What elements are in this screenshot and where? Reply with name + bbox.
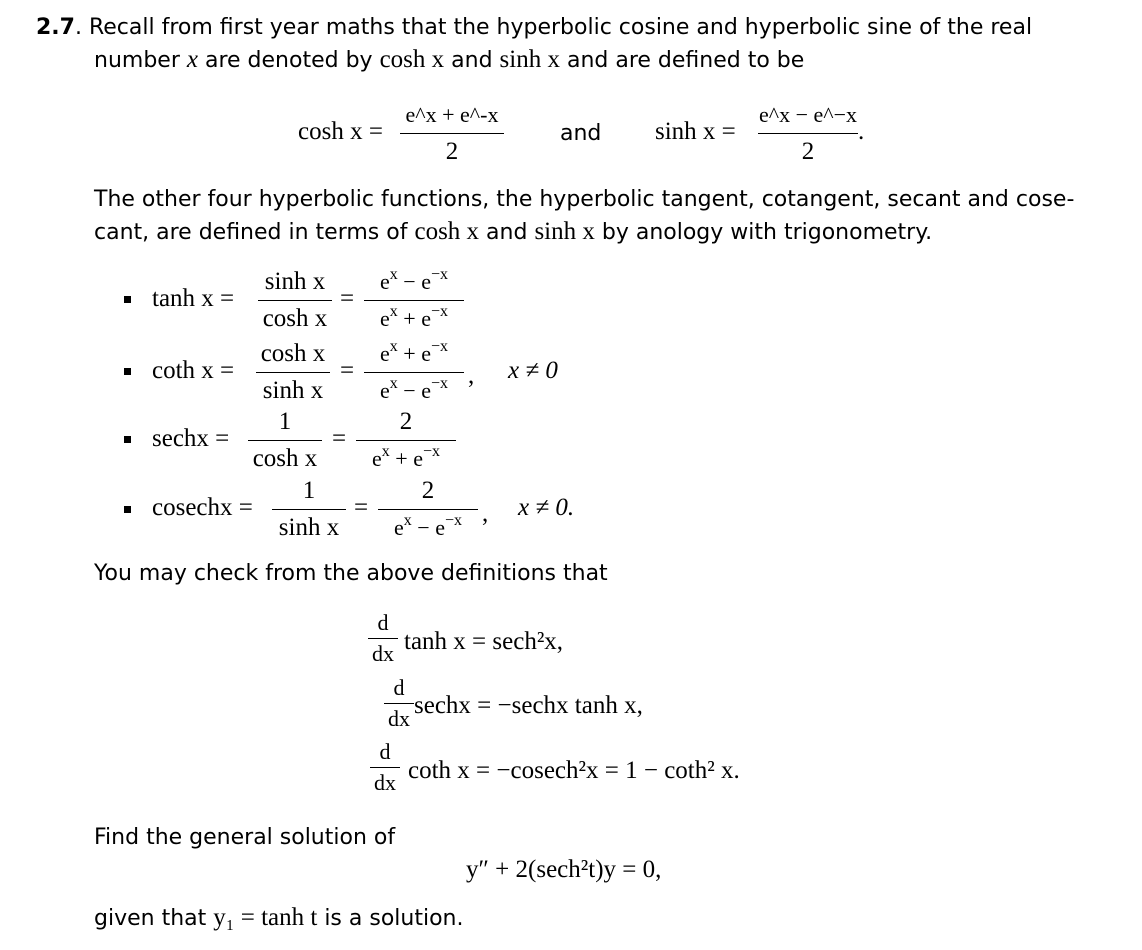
intro-line-1: . Recall from first year maths that the hyperbolic cosine and hyperbolic sine of the real [74,15,1033,40]
equals-sign: = [340,357,355,384]
sinh-definition-lhs: sinh x = [655,118,736,145]
cosh-x-inline: cosh x [379,46,445,73]
intro-line-2: number x are denoted by cosh x and sinh x and are defined to be [94,46,805,73]
sinh-denominator: 2 [801,138,815,166]
coth-lhs: coth x = [152,357,235,384]
paragraph-2-line-2: cant, are defined in terms of cosh x and sinh x by anology with trigonometry. [94,218,933,245]
cosech-frac-2: 2 $e^x - e^{-x}$ [378,476,478,543]
paragraph-5: given that y₁ = tanh t is a solution. [94,904,464,931]
bullet-cosech [124,506,131,513]
derivative-coth: coth x = −cosech²x = 1 − coth² x. [408,757,740,784]
equals-sign: = [340,285,355,312]
equals-sign: = [354,494,369,521]
sinh-numerator: e^x − e^−x [759,102,857,127]
paragraph-3: You may check from the above definitions that [94,561,608,586]
cosh-denominator: 2 [445,138,459,166]
sech-frac-1: 1 cosh x [248,407,322,474]
d-dx-3: d dx [370,740,400,795]
coth-frac-1: cosh x sinh x [256,339,330,406]
derivative-tanh: tanh x = sech²x, [404,628,564,655]
coth-frac-2: $e^x + e^{-x}$ $e^x - e^{-x}$ [364,339,464,406]
bullet-coth [124,368,131,375]
comma: , [468,362,475,389]
bullet-sech [124,436,131,443]
and-word: and [560,121,602,146]
sinh-definition-fraction [758,100,858,167]
derivative-sech: sechx = −sechx tanh x, [414,692,643,719]
tanh-frac-1: sinh x cosh x [258,267,332,334]
ode-equation: y″ + 2(sech²t)y = 0, [466,856,662,883]
cosh-numerator: e^x + e^-x [405,102,499,127]
paragraph-4: Find the general solution of [94,825,396,850]
coth-condition: x ≠ 0 [508,357,558,384]
sech-frac-2: 2 $e^x + e^{-x}$ [356,407,456,474]
y1-expression: y₁ = tanh t [213,904,318,931]
tanh-lhs: tanh x = [152,285,235,312]
sinh-x-inline: sinh x [499,46,560,73]
cosh-definition-lhs: cosh x = [298,118,383,145]
cosech-condition: x ≠ 0. [518,494,575,521]
cosh-definition-fraction [400,100,504,167]
cosech-lhs: cosechx = [152,494,253,521]
d-dx-2: d dx [384,676,414,731]
cosech-frac-1: 1 sinh x [272,476,346,543]
period: . [858,118,865,145]
d-dx-1: d dx [368,611,398,666]
problem-heading-line [36,12,1032,44]
var-x: x [186,46,198,73]
paragraph-2-line-1: The other four hyperbolic functions, the hyperbolic tangent, cotangent, secant and cose- [94,187,1075,212]
bullet-tanh [124,296,131,303]
sech-lhs: sechx = [152,425,230,452]
comma: , [482,500,489,527]
equals-sign: = [332,425,347,452]
problem-number: 2.7 [36,15,75,40]
tanh-frac-2: $e^x - e^{-x}$ $e^x + e^{-x}$ [364,267,464,334]
